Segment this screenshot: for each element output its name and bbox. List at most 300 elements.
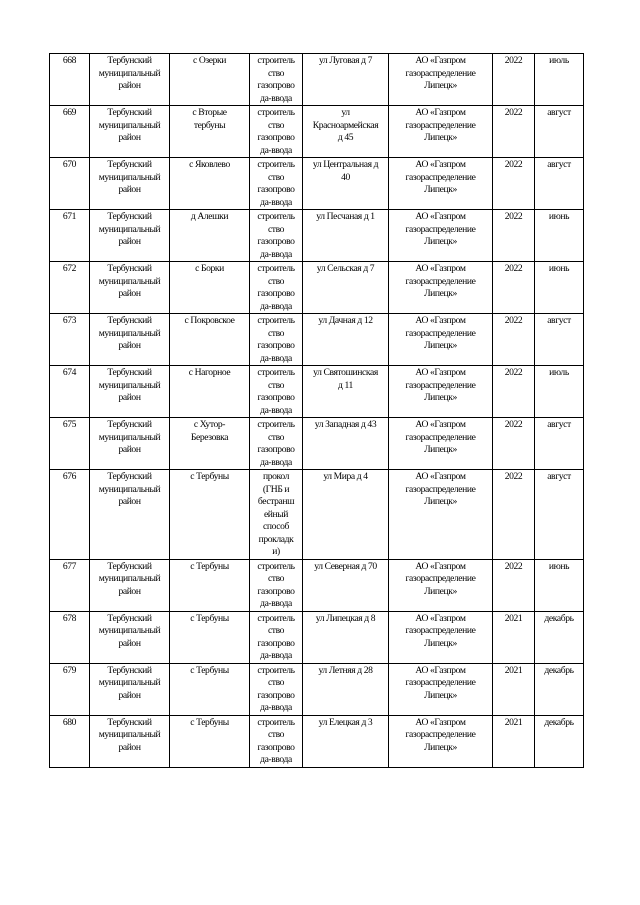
cell-line: Липецк» (424, 340, 457, 351)
month-cell (535, 559, 584, 611)
year-cell (493, 559, 535, 611)
cell-line: муниципальный (98, 327, 161, 339)
organization-cell (389, 559, 493, 611)
cell-line: с Озерки (192, 55, 227, 66)
cell-line: с Тербуны (190, 471, 229, 482)
district-cell (90, 210, 170, 262)
cell-text: август (547, 419, 571, 430)
cell-line: Липецк» (424, 392, 457, 403)
cell-line: бестранш (257, 496, 295, 507)
cell-line: АО «Газпром (415, 664, 466, 676)
cell-text: 675 (62, 419, 77, 430)
cell-line: да-ввода (260, 352, 292, 364)
cell-line: прокладк (258, 533, 294, 545)
cell-line: да-ввода (260, 702, 292, 713)
cell-line: Липецк» (424, 637, 457, 649)
cell-line: да-ввода (260, 754, 292, 765)
cell-line: район (118, 392, 141, 403)
cell-line: район (118, 585, 141, 597)
year-cell (493, 663, 535, 715)
cell-line: газопрово (257, 585, 295, 597)
cell-line: ство (267, 573, 285, 584)
cell-line: да-ввода (260, 650, 292, 661)
month-cell (535, 611, 584, 663)
cell-text: 672 (62, 263, 77, 274)
address-cell (303, 470, 389, 560)
settlement-cell (170, 210, 250, 262)
organization-cell (389, 611, 493, 663)
cell-line: строитель (257, 263, 295, 274)
address-cell (303, 559, 389, 611)
cell-line: строитель (257, 107, 295, 118)
cell-line: муниципальный (98, 729, 161, 740)
cell-line: Красноармейская (312, 119, 379, 131)
cell-line: газораспределение (405, 327, 476, 339)
row-number (50, 54, 90, 106)
cell-line: район (118, 637, 141, 649)
year-cell (493, 715, 535, 767)
cell-line: район (118, 80, 141, 91)
address-cell (303, 314, 389, 366)
cell-line: район (118, 444, 141, 455)
year-cell (493, 470, 535, 560)
cell-line: с Тербуны (190, 612, 229, 624)
row-number (50, 470, 90, 560)
cell-line: ул Дачная д 12 (318, 315, 373, 326)
row-number (50, 314, 90, 366)
work-type-cell (250, 470, 303, 560)
organization-cell (389, 663, 493, 715)
address-cell (303, 663, 389, 715)
work-type-cell (250, 418, 303, 470)
organization-cell (389, 158, 493, 210)
settlement-cell (170, 470, 250, 560)
organization-cell (389, 715, 493, 767)
year-cell (493, 418, 535, 470)
district-cell (90, 470, 170, 560)
cell-line: АО «Газпром (415, 211, 466, 222)
cell-text: июль (549, 55, 569, 66)
row-number (50, 418, 90, 470)
cell-text: 678 (62, 612, 77, 624)
cell-line: муниципальный (98, 223, 161, 235)
work-type-cell (250, 106, 303, 158)
district-cell (90, 314, 170, 366)
cell-line: АО «Газпром (415, 55, 466, 66)
month-cell (535, 158, 584, 210)
row-number (50, 262, 90, 314)
settlement-cell (170, 106, 250, 158)
work-type-cell (250, 210, 303, 262)
year-cell (493, 158, 535, 210)
cell-line: газораспределение (405, 573, 476, 584)
cell-line: да-ввода (260, 404, 292, 416)
cell-line: район (118, 236, 141, 247)
settlement-cell (170, 559, 250, 611)
cell-line: Березовка (190, 431, 229, 443)
cell-line: газораспределение (405, 171, 476, 183)
cell-line: район (118, 741, 141, 753)
cell-text: 2022 (504, 315, 523, 326)
table-row (50, 158, 584, 210)
year-cell (493, 611, 535, 663)
cell-line: ул Северная д 70 (314, 560, 377, 572)
cell-line: строитель (257, 612, 295, 624)
cell-line: ул (341, 107, 350, 118)
cell-line: газораспределение (405, 379, 476, 391)
cell-text: 676 (62, 471, 77, 482)
cell-line: строитель (257, 159, 295, 170)
cell-line: ейный (263, 508, 289, 520)
cell-line: д 11 (338, 379, 353, 391)
cell-line: с Хутор- (193, 419, 226, 430)
cell-line: ство (267, 223, 285, 235)
cell-line: Липецк» (424, 496, 457, 507)
district-cell (90, 611, 170, 663)
cell-line: газораспределение (405, 67, 476, 79)
cell-text: 2021 (504, 664, 523, 676)
cell-line: газопрово (257, 80, 295, 91)
cell-text: декабрь (544, 716, 574, 728)
month-cell (535, 366, 584, 418)
organization-cell (389, 470, 493, 560)
cell-line: муниципальный (98, 677, 161, 688)
cell-line: район (118, 689, 141, 701)
cell-line: газопрово (257, 236, 295, 247)
cell-line: АО «Газпром (415, 367, 466, 378)
cell-line: муниципальный (98, 67, 161, 79)
settlement-cell (170, 611, 250, 663)
cell-line: газопрово (257, 288, 295, 299)
organization-cell (389, 262, 493, 314)
cell-line: газораспределение (405, 625, 476, 636)
table-row (50, 262, 584, 314)
district-cell (90, 262, 170, 314)
cell-text: 2021 (504, 716, 523, 728)
cell-line: Тербунский (107, 55, 152, 66)
cell-text: август (547, 471, 571, 482)
cell-line: Тербунский (107, 107, 152, 118)
district-cell (90, 715, 170, 767)
cell-line: ул Святошинская (313, 367, 378, 378)
settlement-cell (170, 262, 250, 314)
month-cell (535, 54, 584, 106)
cell-line: район (118, 132, 141, 143)
month-cell (535, 262, 584, 314)
cell-line: Тербунский (107, 560, 152, 572)
address-cell (303, 106, 389, 158)
cell-text: август (547, 315, 571, 326)
cell-line: Тербунский (107, 211, 152, 222)
table-row (50, 470, 584, 560)
cell-text: 2022 (504, 55, 523, 66)
cell-line: Липецк» (424, 444, 457, 455)
district-cell (90, 418, 170, 470)
cell-line: прокол (263, 471, 289, 482)
cell-line: ство (267, 67, 285, 79)
cell-line: муниципальный (98, 275, 161, 287)
cell-text: 677 (62, 560, 77, 572)
cell-line: АО «Газпром (415, 612, 466, 624)
gas-works-table (49, 53, 584, 768)
cell-line: строитель (257, 55, 295, 66)
cell-line: строитель (257, 367, 295, 378)
cell-line: АО «Газпром (415, 560, 466, 572)
cell-line: ство (267, 677, 285, 688)
cell-line: Липецк» (424, 80, 457, 91)
cell-line: ул Сельская д 7 (316, 263, 375, 274)
month-cell (535, 314, 584, 366)
cell-line: ул Луговая д 7 (318, 55, 373, 66)
row-number (50, 611, 90, 663)
cell-line: муниципальный (98, 119, 161, 131)
cell-line: газораспределение (405, 431, 476, 443)
cell-line: ство (267, 379, 285, 391)
cell-line: ство (267, 171, 285, 183)
row-number (50, 663, 90, 715)
cell-text: 2022 (504, 560, 523, 572)
cell-line: 40 (341, 171, 350, 183)
district-cell (90, 366, 170, 418)
table-row (50, 106, 584, 158)
address-cell (303, 158, 389, 210)
cell-line: д 45 (337, 132, 354, 143)
cell-line: газораспределение (405, 119, 476, 131)
cell-line: газопрово (257, 689, 295, 701)
address-cell (303, 210, 389, 262)
address-cell (303, 54, 389, 106)
cell-line: Тербунский (107, 263, 152, 274)
cell-line: Тербунский (107, 419, 152, 430)
year-cell (493, 314, 535, 366)
cell-line: ство (267, 275, 285, 287)
cell-text: 2022 (504, 211, 523, 222)
settlement-cell (170, 715, 250, 767)
cell-line: Липецк» (424, 236, 457, 247)
cell-line: муниципальный (98, 431, 161, 443)
table-row (50, 418, 584, 470)
cell-text: 2021 (504, 612, 523, 624)
district-cell (90, 158, 170, 210)
cell-line: газораспределение (405, 223, 476, 235)
cell-line: строитель (257, 664, 295, 676)
cell-line: ство (267, 729, 285, 740)
year-cell (493, 210, 535, 262)
cell-line: да-ввода (260, 300, 292, 312)
district-cell (90, 54, 170, 106)
cell-text: 673 (62, 315, 77, 326)
cell-line: с Тербуны (190, 664, 229, 676)
cell-line: ство (267, 431, 285, 443)
row-number (50, 715, 90, 767)
cell-line: муниципальный (98, 573, 161, 584)
cell-line: строитель (257, 419, 295, 430)
cell-line: с Вторые (192, 107, 227, 118)
cell-line: газораспределение (405, 275, 476, 287)
organization-cell (389, 314, 493, 366)
work-type-cell (250, 611, 303, 663)
cell-line: да-ввода (260, 598, 292, 609)
organization-cell (389, 54, 493, 106)
cell-line: Тербунский (107, 367, 152, 378)
settlement-cell (170, 158, 250, 210)
table-row (50, 210, 584, 262)
cell-line: ул Елецкая д 3 (318, 716, 373, 728)
cell-line: строитель (257, 211, 295, 222)
cell-line: газораспределение (405, 483, 476, 495)
cell-line: Липецк» (424, 184, 457, 195)
cell-line: тербуны (193, 119, 226, 131)
cell-line: район (118, 496, 141, 507)
work-type-cell (250, 314, 303, 366)
work-type-cell (250, 262, 303, 314)
row-number (50, 210, 90, 262)
year-cell (493, 54, 535, 106)
address-cell (303, 262, 389, 314)
cell-text: декабрь (544, 664, 574, 676)
cell-line: и) (272, 546, 280, 557)
settlement-cell (170, 54, 250, 106)
cell-line: Тербунский (107, 315, 152, 326)
cell-line: да-ввода (260, 248, 292, 260)
cell-text: 2022 (504, 471, 523, 482)
cell-line: ул Летняя д 28 (318, 664, 373, 676)
cell-text: июнь (548, 211, 570, 222)
cell-text: 2022 (504, 419, 523, 430)
row-number (50, 158, 90, 210)
settlement-cell (170, 663, 250, 715)
work-type-cell (250, 663, 303, 715)
organization-cell (389, 366, 493, 418)
cell-text: июнь (548, 263, 570, 274)
month-cell (535, 470, 584, 560)
cell-text: 2022 (504, 263, 523, 274)
cell-text: 2022 (504, 367, 523, 378)
cell-line: газопрово (257, 132, 295, 143)
cell-line: ство (267, 327, 285, 339)
settlement-cell (170, 314, 250, 366)
month-cell (535, 715, 584, 767)
cell-line: АО «Газпром (415, 263, 466, 274)
cell-text: 668 (62, 55, 77, 66)
cell-line: Тербунский (107, 612, 152, 624)
address-cell (303, 611, 389, 663)
month-cell (535, 106, 584, 158)
table-row (50, 559, 584, 611)
cell-text: август (547, 159, 571, 170)
district-cell (90, 106, 170, 158)
cell-line: ул Мира д 4 (323, 471, 368, 482)
work-type-cell (250, 559, 303, 611)
table-row (50, 366, 584, 418)
cell-line: Липецк» (424, 689, 457, 701)
cell-line: с Тербуны (190, 560, 229, 572)
cell-line: Тербунский (107, 664, 152, 676)
cell-line: район (118, 184, 141, 195)
cell-line: ство (267, 119, 285, 131)
cell-line: муниципальный (98, 483, 161, 495)
work-type-cell (250, 366, 303, 418)
address-cell (303, 418, 389, 470)
cell-line: с Борки (195, 263, 224, 274)
cell-line: способ (263, 521, 289, 532)
settlement-cell (170, 418, 250, 470)
cell-line: с Тербуны (190, 716, 229, 728)
month-cell (535, 418, 584, 470)
cell-line: Липецк» (424, 132, 457, 143)
cell-text: 2022 (504, 107, 523, 118)
work-type-cell (250, 54, 303, 106)
row-number (50, 559, 90, 611)
cell-text: 679 (62, 664, 77, 676)
cell-line: с Яковлево (189, 159, 230, 170)
cell-line: строитель (257, 560, 295, 572)
cell-line: район (118, 288, 141, 299)
organization-cell (389, 106, 493, 158)
cell-line: газопрово (257, 637, 295, 649)
cell-line: (ГНБ и (262, 483, 290, 495)
month-cell (535, 210, 584, 262)
row-number (50, 366, 90, 418)
cell-line: Липецк» (424, 585, 457, 597)
cell-line: муниципальный (98, 625, 161, 636)
cell-line: АО «Газпром (415, 419, 466, 430)
cell-line: д Алешки (190, 211, 229, 222)
cell-line: ул Центральная д (312, 159, 379, 170)
cell-text: 674 (62, 367, 77, 378)
address-cell (303, 366, 389, 418)
organization-cell (389, 210, 493, 262)
work-type-cell (250, 715, 303, 767)
cell-line: АО «Газпром (415, 159, 466, 170)
cell-line: АО «Газпром (415, 315, 466, 326)
cell-line: АО «Газпром (415, 107, 466, 118)
cell-line: ство (267, 625, 285, 636)
cell-line: строитель (257, 716, 295, 728)
cell-line: да-ввода (260, 456, 292, 468)
year-cell (493, 106, 535, 158)
table-row (50, 54, 584, 106)
cell-line: АО «Газпром (415, 471, 466, 482)
cell-line: да-ввода (260, 196, 292, 208)
cell-line: с Нагорное (188, 367, 231, 378)
cell-line: ул Липецкая д 8 (315, 612, 376, 624)
organization-cell (389, 418, 493, 470)
cell-line: да-ввода (260, 92, 292, 104)
cell-line: АО «Газпром (415, 716, 466, 728)
work-type-cell (250, 158, 303, 210)
cell-line: да-ввода (260, 144, 292, 156)
cell-text: 680 (62, 716, 77, 728)
cell-line: муниципальный (98, 379, 161, 391)
cell-text: 671 (62, 211, 77, 222)
cell-line: ул Западная д 43 (314, 419, 377, 430)
cell-text: 670 (62, 159, 77, 170)
settlement-cell (170, 366, 250, 418)
cell-line: газопрово (257, 340, 295, 351)
cell-line: Липецк» (424, 741, 457, 753)
cell-line: Тербунский (107, 471, 152, 482)
table-row (50, 314, 584, 366)
cell-line: муниципальный (98, 171, 161, 183)
cell-text: август (547, 107, 571, 118)
table-row (50, 715, 584, 767)
table-row (50, 663, 584, 715)
cell-line: Липецк» (424, 288, 457, 299)
year-cell (493, 262, 535, 314)
row-number (50, 106, 90, 158)
cell-text: июнь (548, 560, 570, 572)
